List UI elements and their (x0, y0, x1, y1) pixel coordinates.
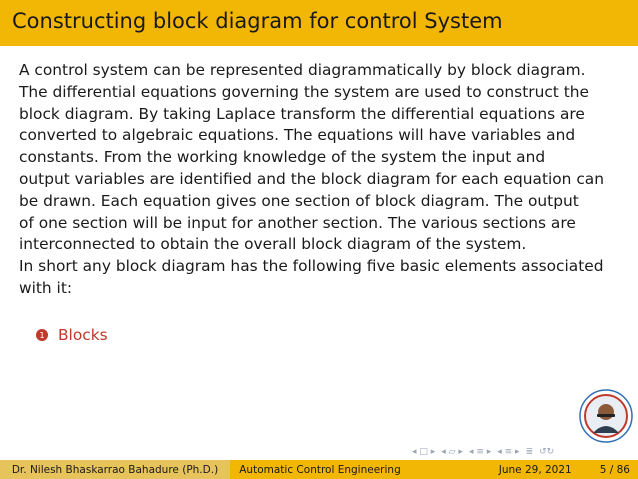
paragraph-line: The differential equations governing the system are used to construct the (19, 82, 589, 101)
slide-footer (0, 460, 638, 479)
nav-subsection-icon[interactable]: ◂ ≡ ▸ (497, 447, 520, 457)
paragraph-line: constants. From the working knowledge of the system the input and (19, 148, 546, 167)
slide-title: Constructing block diagram for control System (12, 9, 503, 33)
slide-paragraph (19, 60, 629, 300)
paragraph-line: with it: (19, 278, 73, 297)
nav-align-icon[interactable]: ≣ (525, 447, 534, 457)
paragraph-line: output variables are identified and the block diagram for each equation can (19, 169, 604, 188)
academy-logo-icon (579, 389, 633, 443)
list-number-bullet: 1 (36, 329, 48, 341)
nav-frame-icon[interactable]: ◂ ▱ ▸ (441, 447, 463, 457)
slide-header (0, 0, 638, 46)
paragraph-line: block diagram. By taking Laplace transform the differential equations are (19, 104, 585, 123)
paragraph-line: be drawn. Each equation gives one section of block diagram. The output (19, 191, 579, 210)
list-item-label: Blocks (58, 326, 108, 344)
footer-course: Automatic Control Engineering (230, 460, 410, 479)
footer-page-number: 5 / 86 (599, 463, 630, 476)
footer-date: June 29, 2021 (498, 463, 572, 476)
paragraph-line: converted to algebraic equations. The equations will have variables and (19, 126, 576, 145)
beamer-navigation-bar[interactable] (412, 445, 634, 459)
paragraph-line: A control system can be represented diagrammatically by block diagram. (19, 61, 586, 79)
nav-section-icon[interactable]: ◂ ≡ ▸ (468, 447, 492, 457)
footer-info (410, 460, 638, 479)
list-item (36, 326, 108, 344)
paragraph-line: of one section will be input for another section. The various sections are (19, 213, 576, 232)
footer-author: Dr. Nilesh Bhaskarrao Bahadure (Ph.D.) (0, 460, 230, 479)
paragraph-line: In short any block diagram has the following five basic elements associated (19, 257, 604, 276)
nav-first-icon[interactable]: ◂ □ ▸ (412, 447, 436, 457)
nav-search-icon[interactable]: ↺↻ (539, 447, 555, 457)
paragraph-line: interconnected to obtain the overall block diagram of the system. (19, 235, 527, 254)
